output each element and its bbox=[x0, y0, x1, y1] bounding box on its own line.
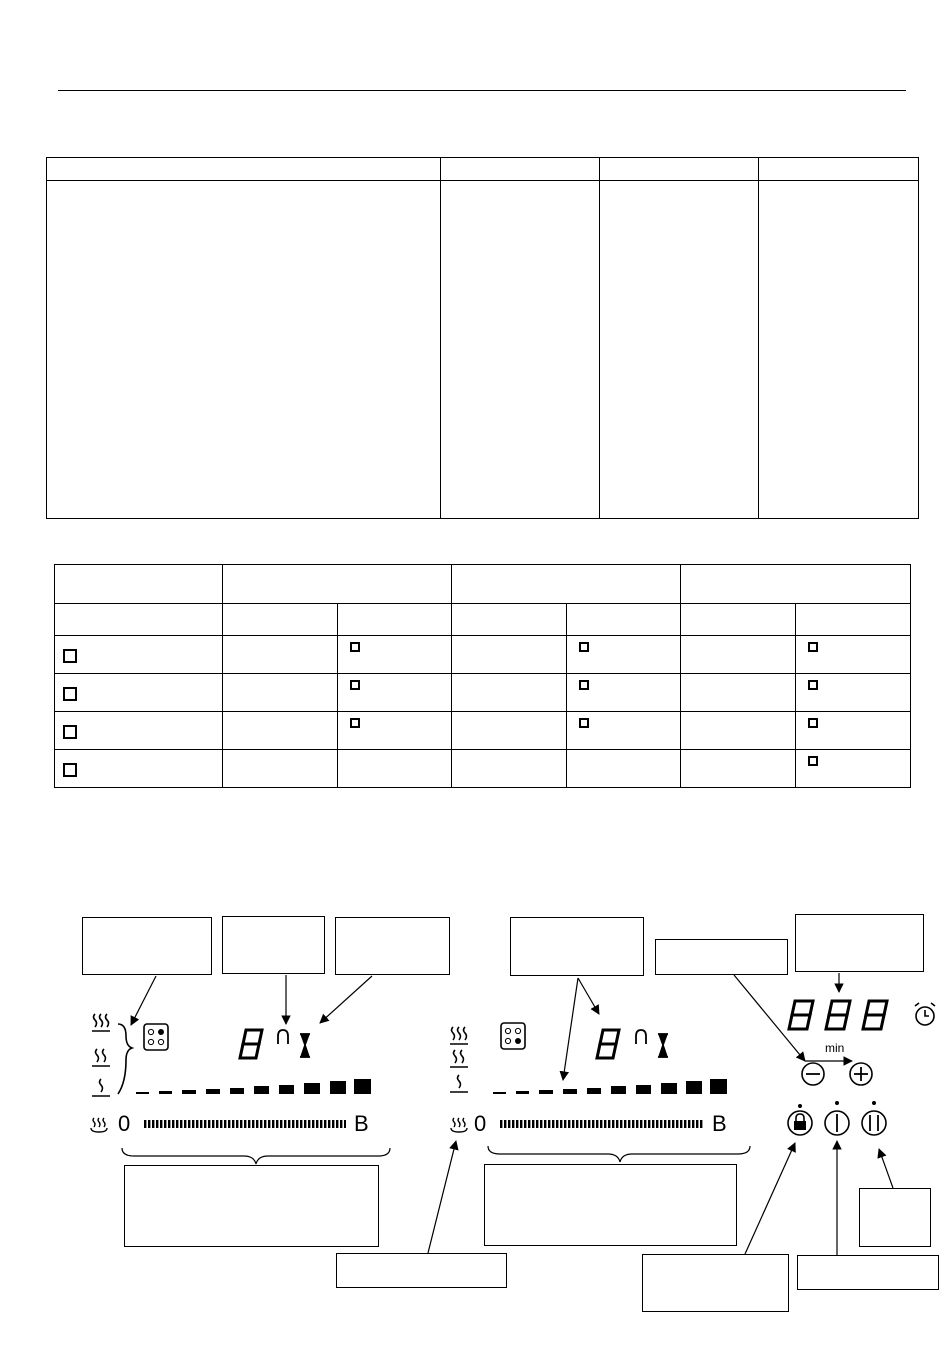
pause-button[interactable] bbox=[862, 1101, 886, 1135]
power-end-label-right: B bbox=[712, 1111, 727, 1136]
power-slider-left[interactable] bbox=[143, 1120, 346, 1128]
timer-digits bbox=[789, 1001, 887, 1029]
pot-detection-icon bbox=[636, 1030, 646, 1044]
hourglass-icon bbox=[658, 1034, 668, 1057]
power-bars-left bbox=[136, 1079, 371, 1094]
keep-warm-icon bbox=[451, 1118, 467, 1132]
power-button[interactable] bbox=[825, 1101, 849, 1135]
pot-detection-icon bbox=[278, 1030, 288, 1044]
heat-levels-icon bbox=[450, 1027, 468, 1092]
power-bars-right bbox=[493, 1079, 727, 1094]
minus-button[interactable] bbox=[802, 1063, 824, 1085]
power-start-label-left: 0 bbox=[118, 1111, 131, 1136]
power-slider-right[interactable] bbox=[500, 1120, 703, 1128]
slider-brace-left bbox=[122, 1148, 390, 1164]
lock-button[interactable] bbox=[788, 1104, 812, 1135]
zone-selector-icon bbox=[144, 1024, 168, 1050]
slider-brace-right bbox=[488, 1146, 750, 1162]
plus-button[interactable] bbox=[850, 1063, 872, 1085]
callout-arrows bbox=[131, 973, 893, 1255]
power-end-label-left: B bbox=[354, 1111, 369, 1136]
power-start-label-right: 0 bbox=[474, 1111, 487, 1136]
timer-unit-label: min bbox=[825, 1041, 845, 1055]
digit-display-right bbox=[597, 1030, 619, 1058]
keep-warm-icon bbox=[91, 1118, 107, 1132]
digit-display-left bbox=[240, 1030, 262, 1058]
zone-selector-icon bbox=[501, 1023, 525, 1049]
alarm-clock-icon bbox=[915, 1003, 935, 1025]
heat-levels-icon bbox=[92, 1014, 132, 1096]
hourglass-icon bbox=[300, 1034, 310, 1057]
